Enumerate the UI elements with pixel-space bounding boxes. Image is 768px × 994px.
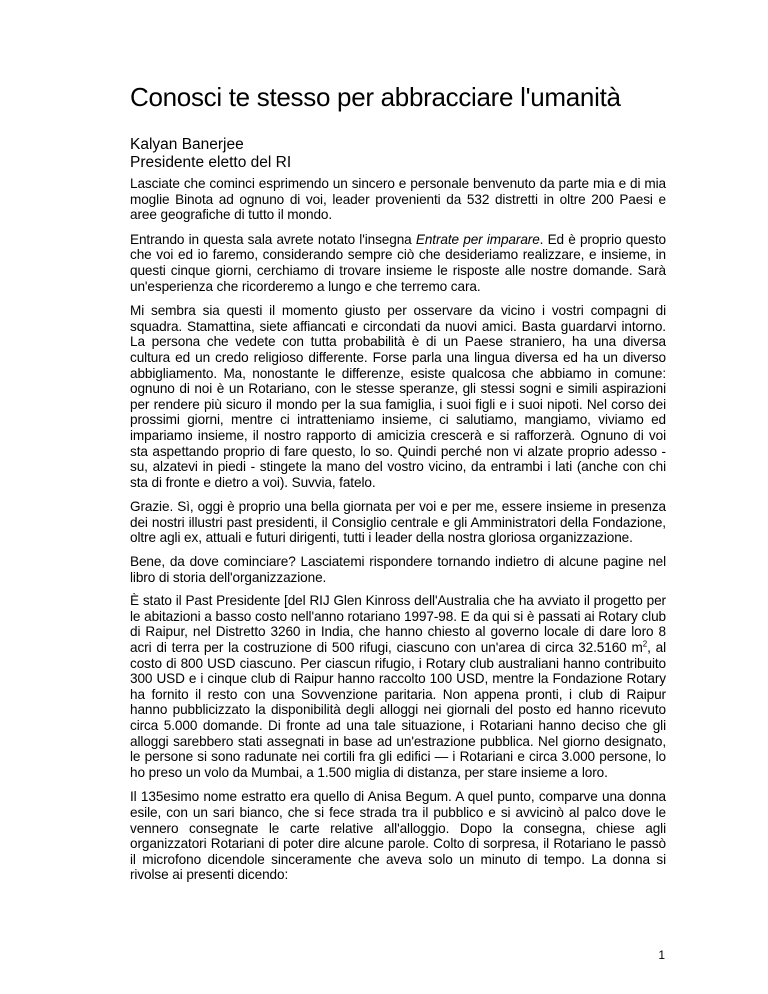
paragraph-entrate	[130, 232, 666, 294]
paragraph-housing-project	[130, 593, 666, 780]
page-number: 1	[658, 948, 665, 962]
paragraph-welcome: Lasciate che cominci esprimendo un sincero e personale benvenuto da parte mia e di mia moglie Binota ad ognuno di voi, leader provenienti da 532 distretti in oltre 200 Paesi e aree geografiche di tutto il mondo.	[130, 176, 666, 223]
paragraph-anisa-begum: Il 135esimo nome estratto era quello di Anisa Begum. A quel punto, comparve una donna esile, con un sari bianco, che si fece strada tra il pubblico e si avvicinò al palco dove le vennero consegnate le carte relative all'alloggio. Dopo la consegna, chiese agli organizzatori Rotariani di poter dire alcune parole. Colto di sorpresa, il Rotariano le passò il microfono dicendole sinceramente che aveva solo un minuto di tempo. La donna si rivolse ai presenti dicendo:	[130, 789, 666, 883]
paragraph-housing-end: , al costo di 800 USD ciascuno. Per ciascun rifugio, i Rotary club australiani hanno contribuito 300 USD e i cinque club di Raipur hanno raccolto 100 USD, mentre la Fondazione Rotary ha fornito il resto con una Sovvenzione paritaria. Non appena pronti, i club di Raipur hanno pubblicizzato la disponibilità degli alloggi nei giornali del posto ed hanno ricevuto circa 5.000 domande. Di fronte ad una tale situazione, i Rotariani hanno deciso che gli alloggi sarebbero stati assegnati in base ad un'estrazione pubblica. Nel giorno designato, le persone si sono radunate nei cortili fra gli edifici — i Rotariani e circa 3.000 persone, lo ho preso un volo da Mumbai, a 1.500 miglia di distanza, per stare insieme a loro.	[130, 640, 667, 780]
page-title: Conosci te stesso per abbracciare l'umanità	[130, 82, 621, 112]
author-name: Kalyan Banerjee	[130, 136, 244, 153]
document-page	[130, 80, 666, 892]
paragraph-where-to-start: Bene, da dove cominciare? Lasciatemi rispondere tornando indietro di alcune pagine nel libro di storia dell'organizzazione.	[130, 554, 666, 585]
paragraph-entrate-emphasis: Entrate per imparare	[415, 231, 540, 247]
author-role: Presidente eletto del RI	[130, 154, 292, 171]
paragraph-entrate-start: Entrando in questa sala avrete notato l'insegna	[130, 231, 416, 247]
paragraph-entrate-end: . Ed è proprio questo che voi ed io faremo, considerando sempre ciò che desideriamo realizzare, e insieme, in questi cinque giorni, cerchiamo di trovare insieme le risposte alle nostre domande. Sarà un'esperienza che ricorderemo a lungo e che terremo cara.	[130, 231, 667, 294]
superscript-squared: 2	[642, 639, 648, 649]
paragraph-teammates: Mi sembra sia questi il momento giusto per osservare da vicino i vostri compagni di squadra. Stamattina, siete affiancati e circondati da nuovi amici. Basta guardarvi intorno. La persona che vedete con tutta probabilità è di un Paese straniero, ha una diversa cultura ed un credo religioso differente. Forse parla una lingua diversa ed ha un diverso abbigliamento. Ma, nonostante le differenze, esiste qualcosa che abbiamo in comune: ognuno di noi è un Rotariano, con le stesse speranze, gli stessi sogni e simili aspirazioni per rendere più sicuro il mondo per la sua famiglia, i suoi figli e i suoi nipoti. Nel corso dei prossimi giorni, mentre ci intratteniamo insieme, ci salutiamo, mangiamo, viviamo ed impariamo insieme, il nostro rapporto di amicizia crescerà e si rafforzerà. Ognuno di voi sta aspettando proprio di fare questo, lo so. Quindi perché non vi alzate proprio adesso - su, alzatevi in piedi - stingete la mano del vostro vicino, da entrambi i lati (anche con chi sta di fronte e dietro a voi). Suvvia, fatelo.	[130, 303, 666, 490]
paragraph-housing-start: È stato il Past Presidente [del RIJ Glen Kinross dell'Australia che ha avviato il progetto per le abitazioni a basso costo nell'anno rotariano 1997-98. E da qui si è passati ai Rotary club di Raipur, nel Distretto 3260 in India, che hanno chiesto al governo locale di dare loro 8 acri di terra per la costruzione di 500 rifugi, ciascuno con un'area di circa 32.5160 m	[130, 593, 666, 656]
paragraph-thanks: Grazie. Sì, oggi è proprio una bella giornata per voi e per me, essere insieme in presenza dei nostri illustri past presidenti, il Consiglio centrale e gli Amministratori della Fondazione, oltre agli ex, attuali e futuri dirigenti, tutti i leader della nostra gloriosa organizzazione.	[130, 499, 666, 546]
